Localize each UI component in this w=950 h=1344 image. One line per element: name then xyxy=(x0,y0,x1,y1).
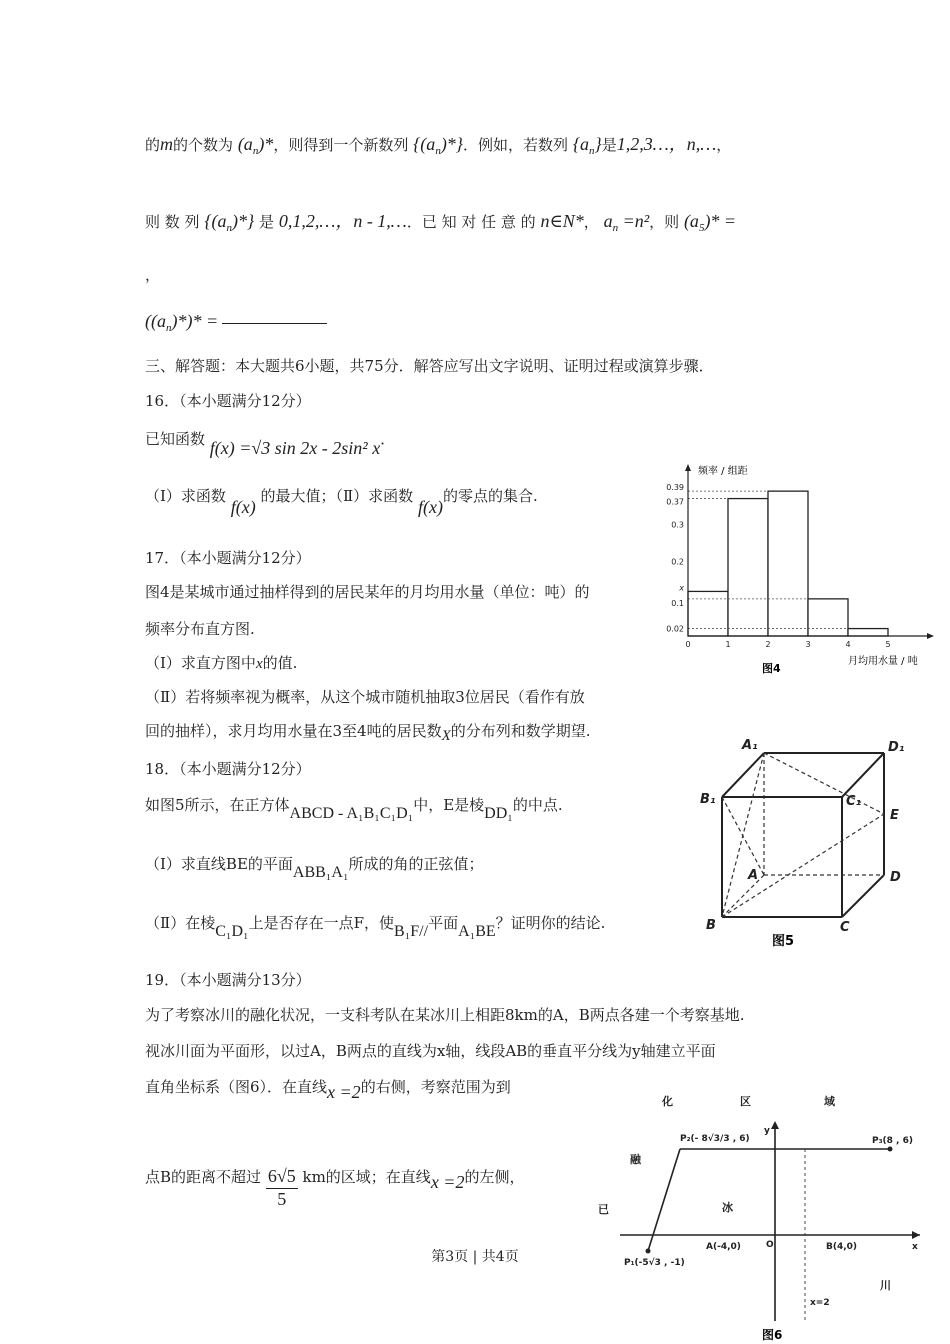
fig4-y-arrow-icon xyxy=(685,464,691,471)
page-footer: 第3页 | 共4页 xyxy=(431,1249,519,1265)
q18-heading: 18．（本小题满分12分） xyxy=(145,760,311,778)
segment-b1-a xyxy=(722,797,764,875)
q17-heading: 17．（本小题满分12分） xyxy=(145,549,311,567)
q17-line-5: 回的抽样），求月均用水量在3至4吨的居民数X的分布列和数学期望. xyxy=(145,722,591,744)
fig6-point-p3 xyxy=(888,1147,893,1152)
edge-b1-a1 xyxy=(722,753,764,797)
fig4-ytick-label: 0.3 xyxy=(671,520,684,530)
q19-heading: 19．（本小题满分13分） xyxy=(145,971,311,989)
p15-line-4: $((a_n)*)*$ = xyxy=(145,311,327,335)
fig6-x-arrow-icon xyxy=(912,1231,920,1239)
fig6-top-yu: 域 xyxy=(824,1095,835,1108)
q18-line-3: （Ⅱ）在棱C₁D₁上是否存在一点F，使B₁F//平面A₁BE？证明你的结论. xyxy=(145,914,606,940)
fig6-top-qu: 区 xyxy=(740,1095,751,1108)
fig4-ylabel: 频率 / 组距 xyxy=(698,466,748,477)
q18-line-2: （Ⅰ）求直线BE的平面ABB₁A₁所成的角的正弦值； xyxy=(145,855,484,881)
fig6-label-x2: x=2 xyxy=(810,1298,830,1308)
fig6-yi: 已 xyxy=(598,1203,609,1216)
fig6-chuan: 川 xyxy=(880,1279,891,1292)
fig6-caption: 图6 xyxy=(762,1328,783,1342)
fig4-xtick-label: 2 xyxy=(765,640,771,649)
fig4-ytick-label: 0.39 xyxy=(666,483,684,493)
fig4-x-arrow-icon xyxy=(927,633,934,639)
fig4-xlabel: 月均用水量 / 吨 xyxy=(848,656,918,667)
fig6-label-x: x xyxy=(912,1242,918,1252)
q19-line-1: 为了考察冰川的融化状况，一支科考队在某冰川上相距8km的A，B两点各建一个考察基地. xyxy=(145,1006,745,1024)
fig6-label-p1: P₁(-5√3 , -1) xyxy=(624,1258,685,1268)
fig4-ytick-label: 0.2 xyxy=(671,557,684,567)
edge-c-d xyxy=(842,875,884,917)
label-c: C xyxy=(840,920,850,935)
fig6-label-p3: P₃(8 , 6) xyxy=(872,1136,913,1146)
fig4-ytick-label: 0.37 xyxy=(666,497,684,507)
figure-5-cube xyxy=(696,735,916,950)
edge-d1-c1 xyxy=(842,753,884,797)
label-e: E xyxy=(890,808,899,823)
q17-line-4: （Ⅱ）若将频率视为概率，从这个城市随机抽取3位居民（看作有放 xyxy=(145,688,585,706)
label-b1: B₁ xyxy=(700,792,716,807)
figure-4-histogram xyxy=(650,460,940,680)
fig4-caption: 图4 xyxy=(762,662,781,675)
label-a1: A₁ xyxy=(742,738,758,753)
fig6-label-o: O xyxy=(766,1240,774,1250)
figure-6-glacier xyxy=(590,1085,940,1344)
histogram-bar xyxy=(688,591,728,636)
histogram-bar xyxy=(848,629,888,636)
answer-blank xyxy=(222,323,327,324)
histogram-bar xyxy=(768,491,808,636)
q16-parts: （Ⅰ）求函数 f(x) 的最大值；（Ⅱ）求函数 f(x)的零点的集合. xyxy=(145,487,538,517)
p15-line-1: 的m的个数为 $(a_n)*$，则得到一个新数列 $\{(a_n)*\}$．例如，若数列 $\{a_n\}$是1,2,3…，n,…， xyxy=(145,134,732,157)
fig6-bing: 冰 xyxy=(722,1201,733,1214)
q18-line-1: 如图5所示，在正方体ABCD - A₁B₁C₁D₁中，E是棱DD₁的中点. xyxy=(145,796,563,822)
label-a: A xyxy=(748,868,759,883)
section-3-heading: 三、解答题：本大题共6小题，共75分．解答应写出文字说明、证明过程或演算步骤． xyxy=(145,357,714,375)
fig4-xtick-label: 4 xyxy=(845,640,851,649)
label-b: B xyxy=(706,918,716,933)
fig4-xtick-label: 3 xyxy=(805,640,811,649)
fig4-xtick-label: 1 xyxy=(725,640,731,649)
q17-line-1: 图4是某城市通过抽样得到的居民某年的月均用水量（单位：吨）的 xyxy=(145,583,590,601)
q19-line-2: 视冰川面为平面形，以过A，B两点的直线为x轴，线段AB的垂直平分线为y轴建立平面 xyxy=(145,1042,716,1060)
fig6-label-y: y xyxy=(764,1126,770,1136)
fig6-rong: 融 xyxy=(630,1153,641,1166)
fig6-label-a: A(-4,0) xyxy=(706,1242,741,1252)
fig6-label-b: B(4,0) xyxy=(826,1242,858,1252)
p15-line-2: 则 数 列 $\{(a_n)*\}$ 是 0,1,2,…，n - 1,…．已 知 对 任 意 的 n∈N*， $a_n =n^2$，则 $(a_5)*$ = xyxy=(145,211,737,234)
distance-fraction: $\frac{6√5}{5}$ xyxy=(267,1166,296,1209)
p15-line-3: ， xyxy=(145,266,161,284)
fig4-xtick-label: 5 xyxy=(885,640,891,649)
histogram-bar xyxy=(728,499,768,636)
fig5-caption: 图5 xyxy=(772,934,795,949)
q16-given: 已知函数 f(x) =√3 sin 2x - 2sin² x． xyxy=(145,430,396,458)
q19-line-4: 点B的距离不超过 $\frac{6√5}{5}$ km的区域；在直线x =2的左侧， xyxy=(145,1166,525,1209)
label-d1: D₁ xyxy=(888,740,905,755)
segment-a1-e xyxy=(764,753,884,814)
fig6-label-p2: P₂(- 8√3/3 , 6) xyxy=(680,1134,750,1144)
q17-line-3: （Ⅰ）求直方图中x的值. xyxy=(145,654,298,672)
fig6-y-arrow-icon xyxy=(771,1121,779,1129)
label-c1: C₁ xyxy=(846,794,862,809)
fig4-ytick-label: 0.02 xyxy=(666,624,684,634)
fig4-ytick-label: x xyxy=(679,583,684,593)
q17-line-2: 频率分布直方图. xyxy=(145,620,255,638)
fig6-top-hua: 化 xyxy=(662,1095,673,1108)
fig4-ytick-label: 0.1 xyxy=(671,598,684,608)
fig6-point-p1 xyxy=(646,1249,651,1254)
q19-line-3: 直角坐标系（图6）．在直线x =2的右侧，考察范围为到 xyxy=(145,1078,511,1102)
label-d: D xyxy=(890,870,901,885)
fig4-xtick-label: 0 xyxy=(685,640,691,649)
q16-heading: 16．（本小题满分12分） xyxy=(145,392,311,410)
histogram-bar xyxy=(808,599,848,636)
segment-b-e xyxy=(722,814,884,917)
